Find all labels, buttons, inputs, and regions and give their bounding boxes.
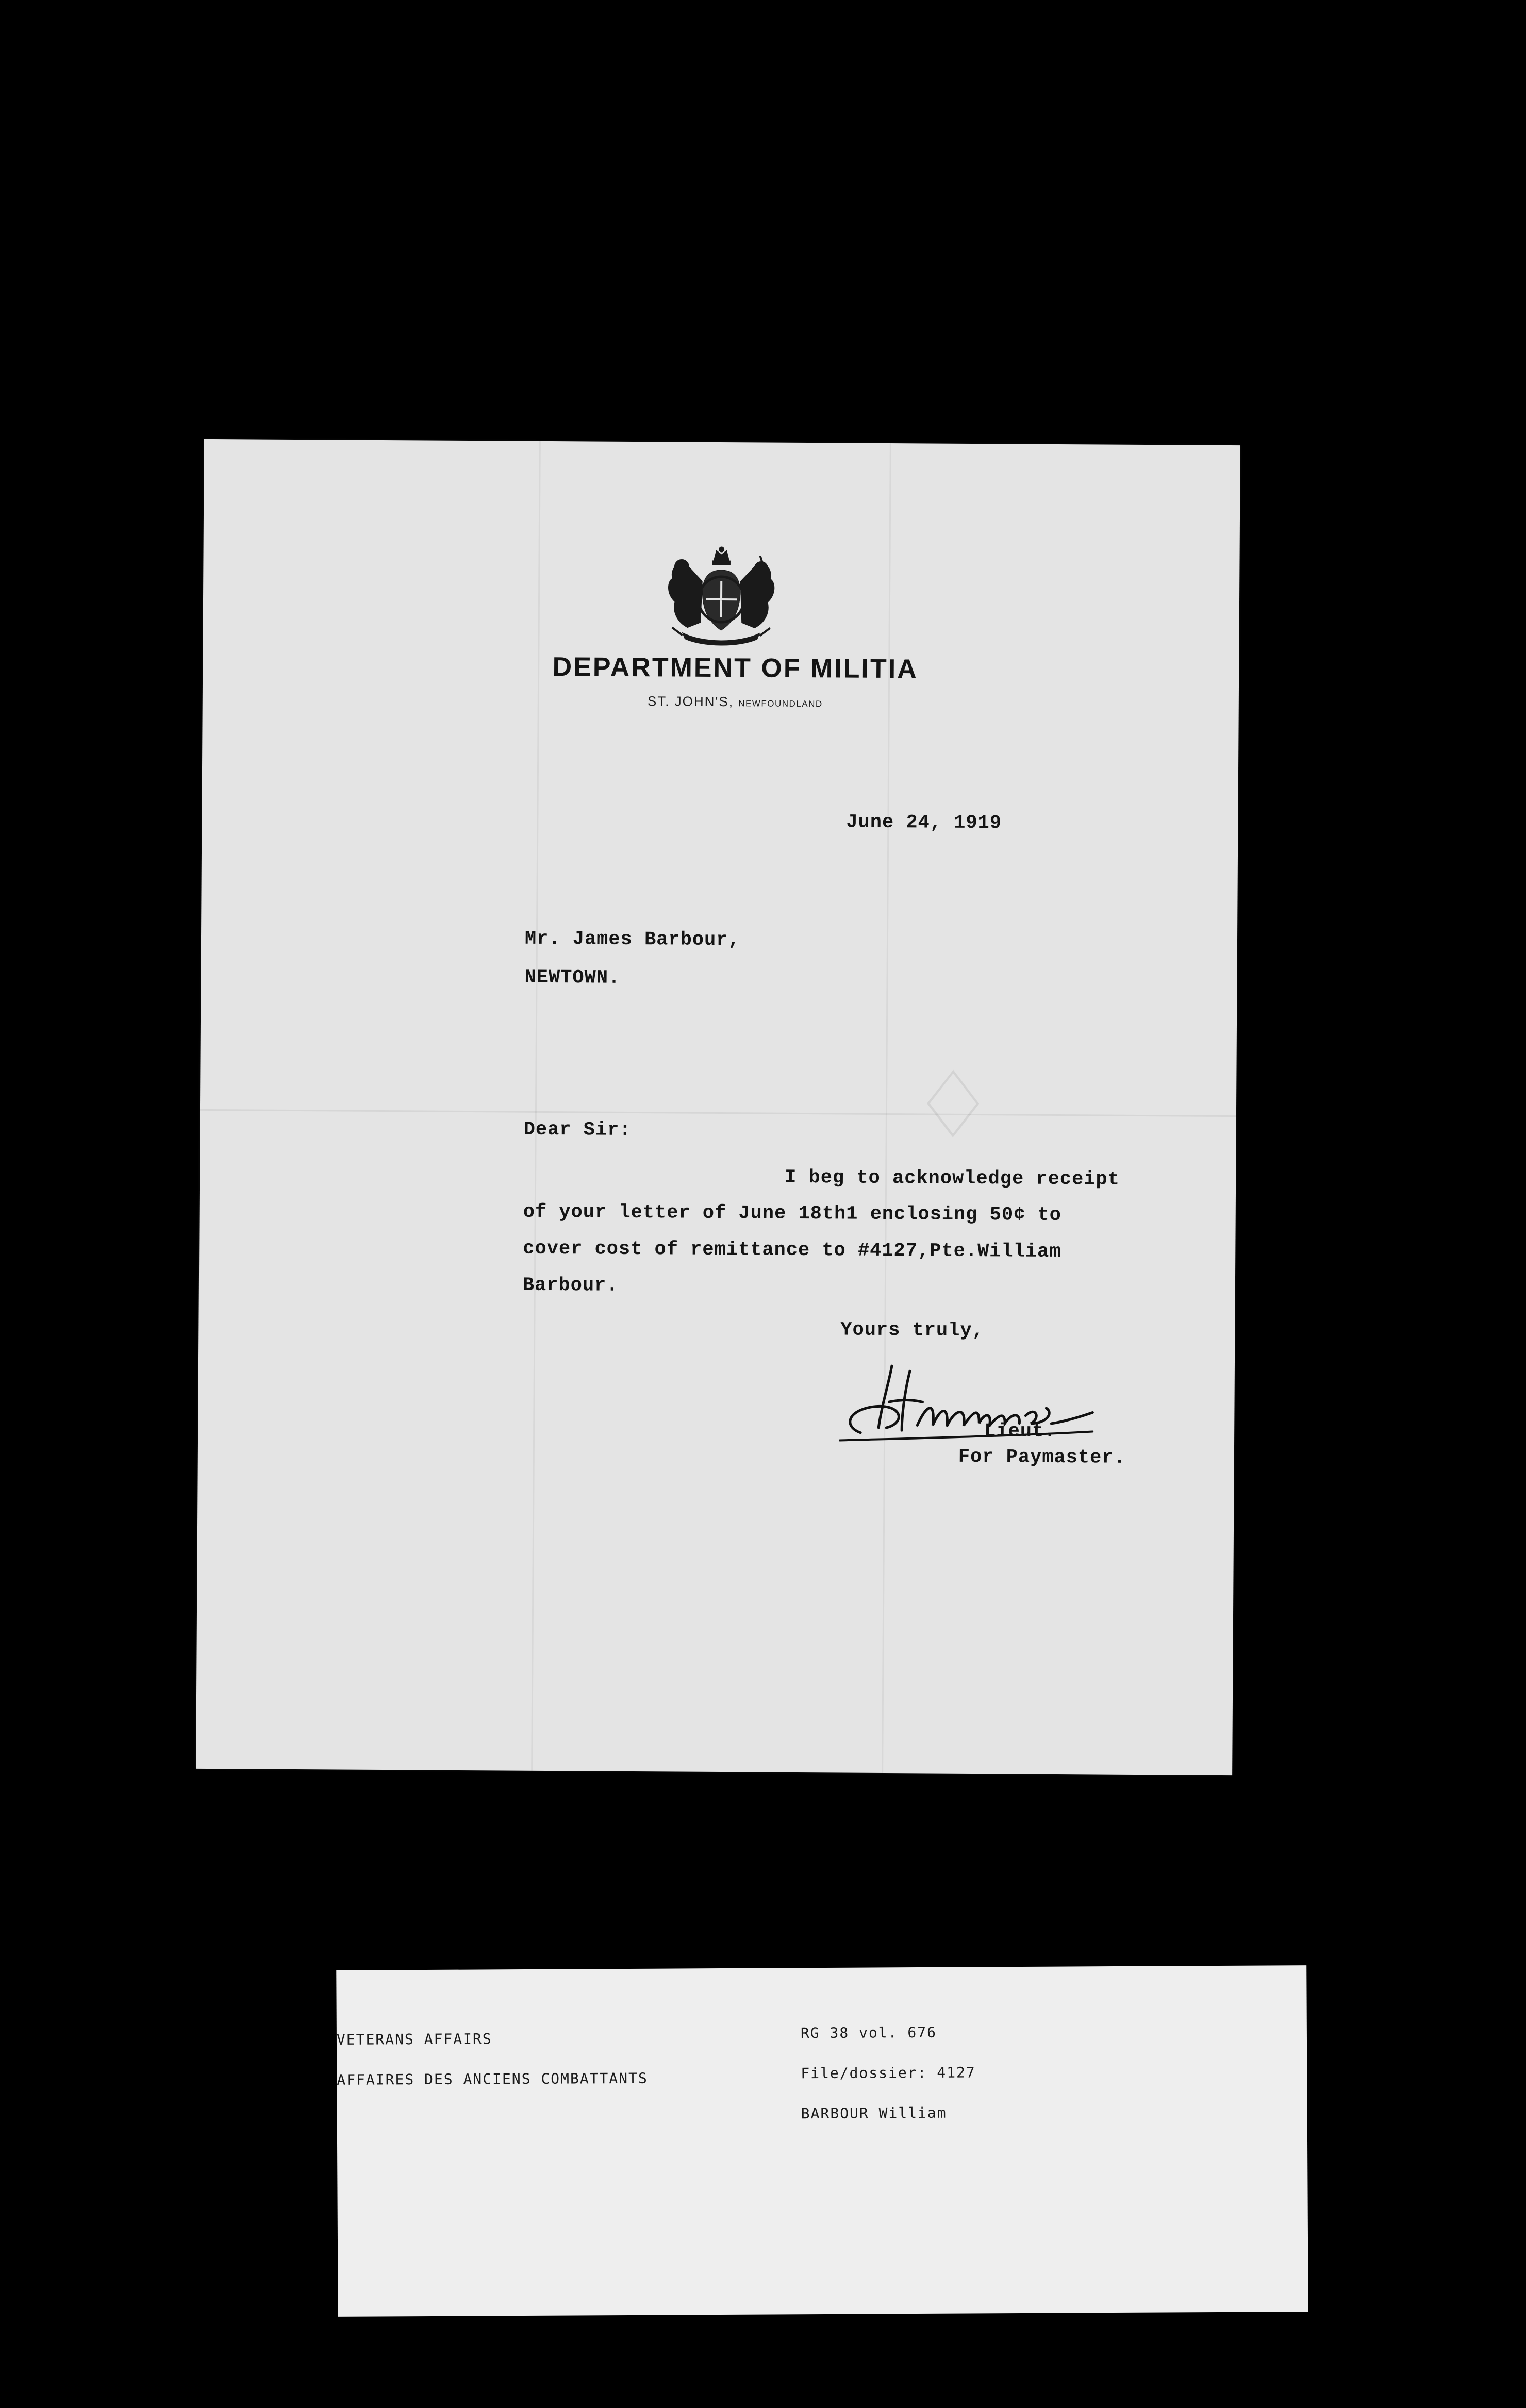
letter-date: June 24, 1919	[846, 811, 1002, 834]
body-line: cover cost of remittance to #4127,Pte.William	[523, 1238, 1061, 1263]
card-subject-name: BARBOUR William	[801, 2104, 947, 2122]
fold-line-left	[531, 441, 541, 1771]
fold-line-horizontal	[200, 1109, 1236, 1117]
card-volume: RG 38 vol. 676	[800, 2024, 937, 2042]
body-line: I beg to acknowledge receipt	[785, 1166, 1120, 1191]
body-line: of your letter of June 18th1 enclosing 50¢ to	[523, 1201, 1062, 1227]
card-agency-english: VETERANS AFFAIRS	[336, 2030, 492, 2048]
closing: Yours truly,	[840, 1319, 984, 1342]
letterhead-city	[217, 691, 1240, 713]
card-file-block	[801, 1999, 976, 2147]
card-file-number: File/dossier: 4127	[801, 2064, 976, 2082]
archive-reference-card	[336, 1965, 1308, 2317]
signature-role: For Paymaster.	[958, 1446, 1126, 1469]
salutation: Dear Sir:	[523, 1118, 632, 1141]
card-agency-block	[337, 2005, 649, 2114]
recipient-name: Mr. James Barbour,	[524, 928, 740, 951]
bleed-through-mark: ♢	[911, 1054, 999, 1158]
fold-line-right	[882, 443, 891, 1773]
signature-rank: Lieut.	[984, 1420, 1056, 1443]
letterhead-department: DEPARTMENT OF MILITIA	[552, 652, 918, 684]
card-agency-french: AFFAIRES DES ANCIENS COMBATTANTS	[337, 2069, 648, 2088]
letterhead-city-name: ST. JOHN'S,	[647, 693, 734, 710]
letter-page	[196, 439, 1240, 1775]
letterhead-province: NEWFOUNDLAND	[738, 698, 823, 709]
handwritten-signature	[824, 1350, 1103, 1454]
royal-coat-of-arms-icon	[651, 545, 791, 649]
body-line: Barbour.	[522, 1274, 619, 1297]
recipient-town: NEWTOWN.	[524, 966, 621, 989]
